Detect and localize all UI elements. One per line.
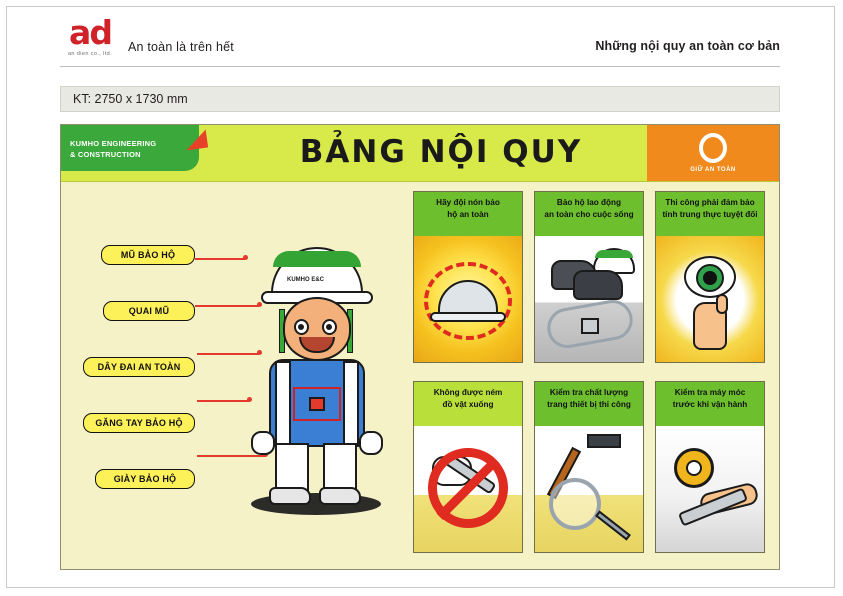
badge-label: GIỮ AN TOÀN: [690, 167, 736, 173]
safety-boots-helmet-belt-icon: [535, 236, 643, 363]
no-throwing-tools-icon: [414, 426, 522, 553]
eye-pupil: [703, 271, 717, 285]
gear-wrench-icon: [656, 426, 764, 553]
mascot-shoe-right: [319, 487, 361, 505]
logo-subtitle: an dien co., ltd.: [67, 51, 113, 57]
mascot-shoe-left: [269, 487, 311, 505]
safety-boot-icon-right: [573, 270, 623, 300]
helmet-stripe: [595, 250, 633, 258]
callout-safety-belt: DÂY ĐAI AN TOÀN: [83, 357, 195, 377]
mascot-pupil-left: [298, 324, 304, 330]
kumho-swoosh-icon: [184, 130, 208, 151]
thumb-finger: [716, 294, 728, 314]
badge-ring-icon: [699, 133, 727, 163]
callout-gloves: GĂNG TAY BẢO HỘ: [83, 413, 195, 433]
rule-card-integrity: [655, 191, 765, 363]
rule-card-caption: Không được ném đồ vật xuống: [414, 382, 522, 426]
mascot-vest-right: [343, 361, 359, 445]
header-title: Những nội quy an toàn cơ bản: [595, 39, 780, 53]
mascot-glove-left: [251, 431, 275, 455]
mascot-glove-right: [359, 431, 383, 455]
rule-card-caption: Kiểm tra chất lượng trang thiết bị thi công: [535, 382, 643, 426]
spec-bar: [60, 86, 780, 112]
magnifier-hammer-icon: [535, 426, 643, 553]
gear-center-hole: [686, 460, 702, 476]
document-header: [60, 13, 780, 64]
magnifier-lens-icon: [549, 478, 601, 530]
kumho-brand-tab: [61, 125, 199, 171]
callout-helmet: MŨ BẢO HỘ: [101, 245, 195, 265]
logo-mark: ad: [69, 13, 111, 52]
poster-title: BẢNG NỘI QUY: [299, 134, 583, 170]
header-slogan: An toàn là trên hết: [128, 40, 234, 54]
belt-buckle-icon: [581, 318, 599, 334]
rule-card-caption: Bảo hộ lao động an toàn cho cuộc sống: [535, 192, 643, 236]
kumho-brand-line1: KUMHO ENGINEERING: [70, 139, 157, 148]
magnifier-handle-icon: [595, 510, 631, 540]
spec-dimensions: KT: 2750 x 1730 mm: [73, 92, 188, 106]
mascot-helmet-stripe: [273, 251, 361, 267]
poster-artboard: [60, 124, 780, 570]
rule-card-caption: Thi công phải đảm bảo tính trung thực tuyệt đối: [656, 192, 764, 236]
company-logo: [60, 13, 120, 64]
mascot-harness-buckle: [309, 397, 325, 411]
callout-safety-shoes: GIÀY BẢO HỘ: [95, 469, 195, 489]
rules-card-grid: [413, 191, 765, 561]
rule-card-caption: Hãy đội nón bảo hộ an toàn: [414, 192, 522, 236]
rule-card-no-throwing: [413, 381, 523, 553]
mascot-pupil-right: [326, 324, 332, 330]
mascot-vest-left: [275, 361, 291, 445]
callout-label-list: [83, 245, 223, 525]
rule-card-quality-check: [534, 381, 644, 553]
header-divider: [60, 66, 780, 67]
kumho-brand-line2: & CONSTRUCTION: [70, 150, 141, 159]
worker-mascot-illustration: [231, 225, 401, 545]
eye-thumbs-up-icon: [656, 236, 764, 363]
safety-badge: [647, 125, 779, 181]
rule-card-machine-check: [655, 381, 765, 553]
callout-chin-strap: QUAI MŨ: [103, 301, 195, 321]
mascot-helmet-brand: KUMHO E&C: [287, 277, 324, 283]
safety-helmet-icon: [414, 236, 522, 363]
helmet-brim-icon: [430, 312, 506, 322]
rule-card-ppe: [534, 191, 644, 363]
rule-card-caption: Kiểm tra máy móc trước khi vận hành: [656, 382, 764, 426]
hammer-head-icon: [587, 434, 621, 448]
rule-card-helmet: [413, 191, 523, 363]
poster-header-band: [61, 125, 779, 182]
